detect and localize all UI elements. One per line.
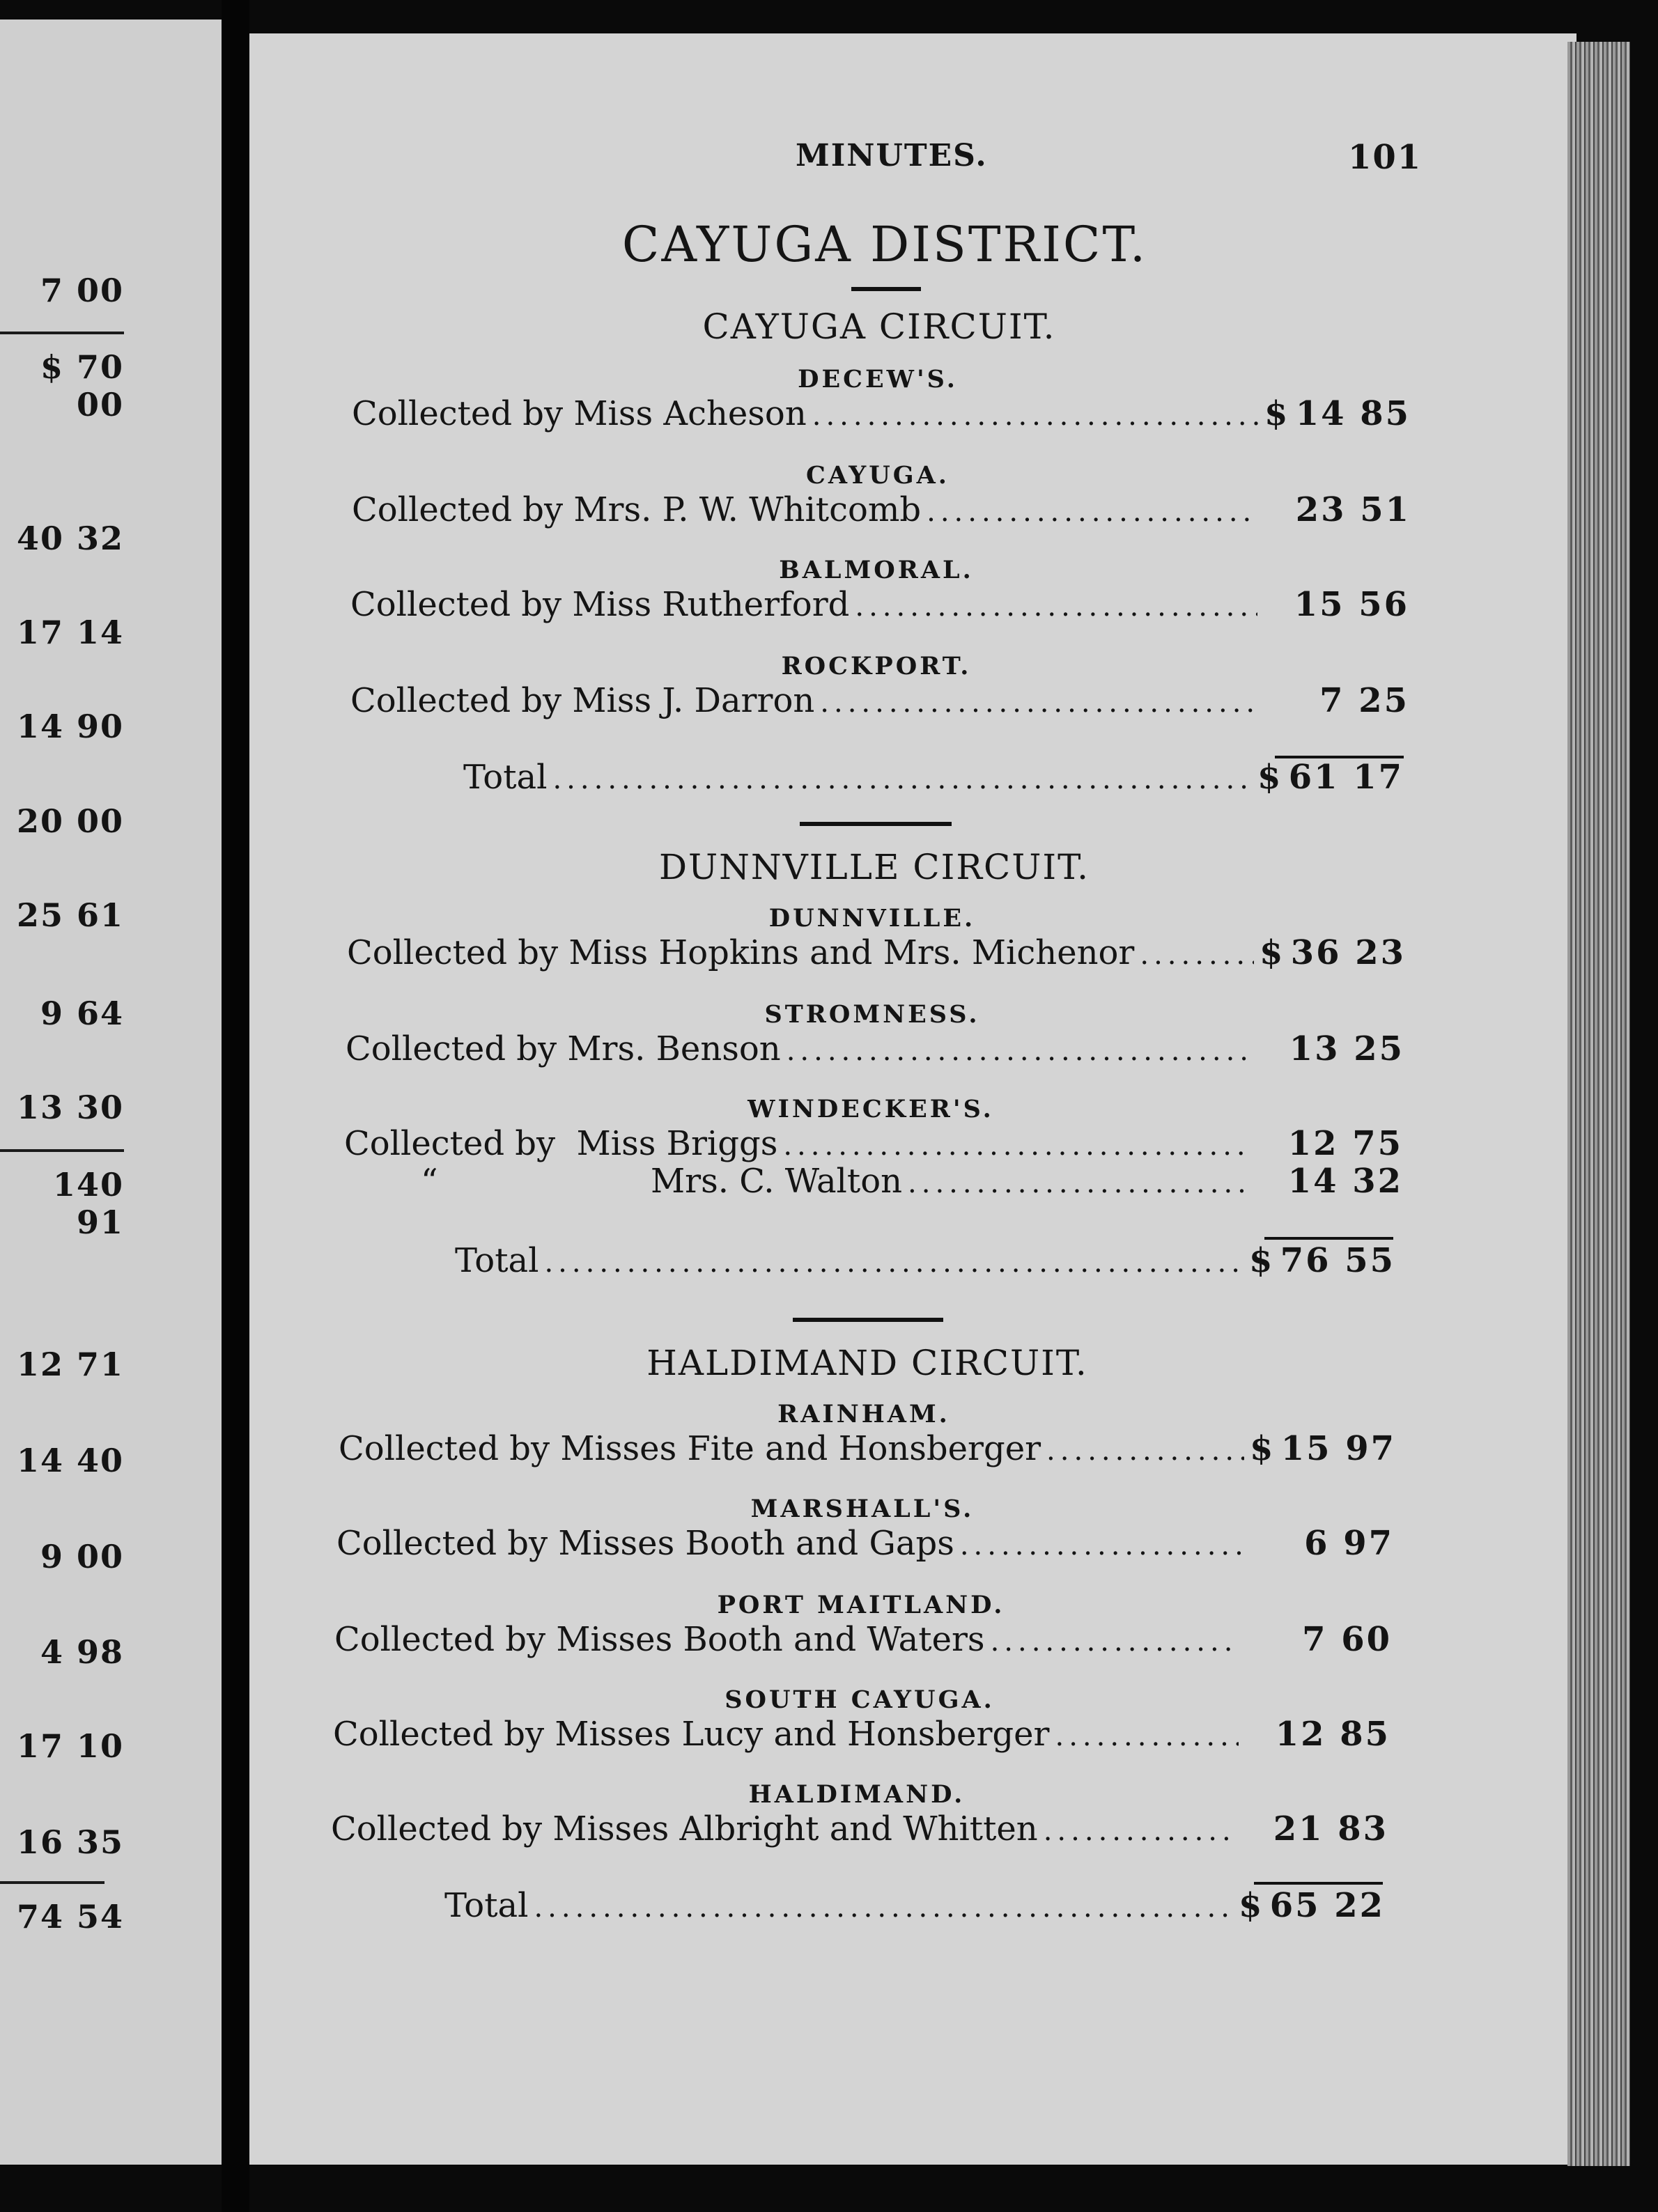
total-label: Total [463,758,548,797]
left-value: $ 70 00 [40,348,124,423]
section-rule [800,822,952,826]
entry-text: Collected by Misses Albright and Whitten [331,1809,1038,1848]
dollar-sign: $ [1249,1241,1273,1280]
place-heading: BALMORAL. [779,556,974,584]
entry-text: Collected by Miss Acheson [352,394,807,433]
left-value: 17 10 [16,1727,124,1765]
left-value: 14 90 [16,708,124,745]
leader-dots [820,687,1257,719]
entry-text: Collected by Miss Briggs [344,1124,778,1163]
entry-amount: 23 51 [1295,490,1411,529]
left-sum-rule [0,1149,124,1152]
leader-dots [960,1529,1242,1561]
total-amount: 61 17 [1288,758,1404,797]
place-heading: PORT MAITLAND. [717,1591,1005,1619]
total-label: Total [444,1886,529,1925]
left-value: 7 00 [40,272,124,309]
left-value: 17 14 [16,614,124,651]
entry-amount: 6 97 [1304,1524,1394,1563]
entry-text: Collected by Mrs. Benson [346,1029,781,1068]
entry-amount: 12 75 [1287,1124,1403,1163]
total-label: Total [455,1241,539,1280]
entry-text: Collected by Misses Booth and Waters [334,1620,985,1659]
collection-entry [350,681,1409,720]
collection-entry [347,933,1406,972]
place-heading: WINDECKER'S. [747,1095,994,1123]
left-value: 40 32 [16,520,124,557]
place-heading: DECEW'S. [798,365,958,394]
place-heading: CAYUGA. [805,461,950,490]
collection-entry [352,490,1411,529]
section-rule [793,1318,943,1322]
entry-text: Collected by Mrs. P. W. Whitcomb [352,490,922,529]
leader-dots [1044,1815,1237,1847]
entry-amount: 15 97 [1280,1429,1396,1468]
entry-amount: 14 32 [1287,1162,1403,1201]
page-number: 101 [1348,138,1423,177]
collection-entry [339,1429,1396,1468]
dollar-sign: $ [1264,394,1288,433]
collection-entry [333,1715,1390,1754]
place-heading: STROMNESS. [764,1000,980,1029]
entry-text: Collected by Miss Rutherford [350,585,850,624]
circuit-heading: HALDIMAND CIRCUIT. [646,1343,1088,1383]
left-value: 74 54 [16,1898,124,1936]
place-heading: MARSHALL'S. [750,1495,975,1523]
entry-amount: 12 85 [1275,1715,1390,1754]
leader-dots [787,1035,1253,1067]
entry-text: Collected by Misses Fite and Honsberger [339,1429,1041,1468]
place-heading: RAINHAM. [777,1400,950,1428]
leader-dots [534,1892,1233,1924]
book-gutter [222,0,249,2212]
ditto-mark: “ [421,1162,438,1201]
left-page [0,20,222,2165]
dollar-sign: $ [1250,1429,1273,1468]
place-heading: DUNNVILLE. [768,904,976,933]
left-value: 140 91 [52,1166,124,1241]
entry-amount: 15 56 [1294,585,1409,624]
entry-amount: 36 23 [1290,933,1406,972]
collection-entry [344,1124,1403,1163]
leader-dots [908,1167,1251,1199]
page-edges [1567,42,1630,2166]
entry-amount: 13 25 [1289,1029,1404,1068]
entry-text: Collected by Miss J. Darron [350,681,815,720]
entry-amount: 21 83 [1273,1809,1388,1848]
leader-dots [1046,1435,1244,1467]
total-amount: 76 55 [1280,1241,1395,1280]
left-value: 9 00 [40,1538,124,1575]
place-heading: ROCKPORT. [781,652,972,680]
entry-amount: 7 25 [1319,681,1409,720]
dollar-sign: $ [1260,933,1283,972]
left-value: 20 00 [16,802,124,840]
entry-text: Mrs. C. Walton [651,1162,903,1201]
collection-entry [336,1524,1394,1563]
circuit-total [326,1886,1385,1925]
collection-entry [331,1809,1388,1848]
left-value: 16 35 [16,1823,124,1861]
leader-dots [812,400,1259,432]
left-value: 4 98 [40,1633,124,1671]
left-value: 12 71 [16,1346,124,1383]
circuit-total [336,1241,1395,1280]
title-rule [851,287,921,291]
circuit-heading: CAYUGA CIRCUIT. [702,306,1056,347]
entry-text: Collected by Misses Lucy and Honsberger [333,1715,1050,1754]
total-amount: 65 22 [1269,1886,1385,1925]
collection-entry [344,1162,1403,1201]
collection-entry [334,1620,1392,1659]
sum-rule [1254,1882,1383,1885]
left-value: 14 40 [16,1442,124,1479]
district-title: CAYUGA DISTRICT. [621,216,1148,273]
running-title: MINUTES. [796,138,988,173]
leader-dots [552,763,1252,795]
leader-dots [991,1626,1240,1658]
collection-entry [352,394,1411,433]
left-sum-rule [0,332,124,334]
entry-text: Collected by Misses Booth and Gaps [336,1524,954,1563]
entry-amount: 7 60 [1302,1620,1392,1659]
place-heading: SOUTH CAYUGA. [725,1685,995,1714]
leader-dots [927,496,1259,528]
leader-dots [783,1130,1251,1162]
collection-entry [350,585,1409,624]
circuit-heading: DUNNVILLE CIRCUIT. [658,847,1090,887]
entry-amount: 14 85 [1295,394,1411,433]
collection-entry [346,1029,1404,1068]
leader-dots [1055,1720,1239,1752]
left-value: 9 64 [40,995,124,1032]
leader-dots [855,591,1257,623]
leader-dots [544,1247,1244,1279]
dollar-sign: $ [1257,758,1281,797]
leader-dots [1140,939,1254,971]
left-sum-rule [0,1881,104,1884]
left-value: 25 61 [16,896,124,934]
dollar-sign: $ [1239,1886,1262,1925]
left-value: 13 30 [16,1089,124,1126]
place-heading: HALDIMAND. [748,1780,966,1809]
circuit-total [345,758,1404,797]
sum-rule [1264,1237,1393,1240]
entry-text: Collected by Miss Hopkins and Mrs. Michenor [347,933,1135,972]
